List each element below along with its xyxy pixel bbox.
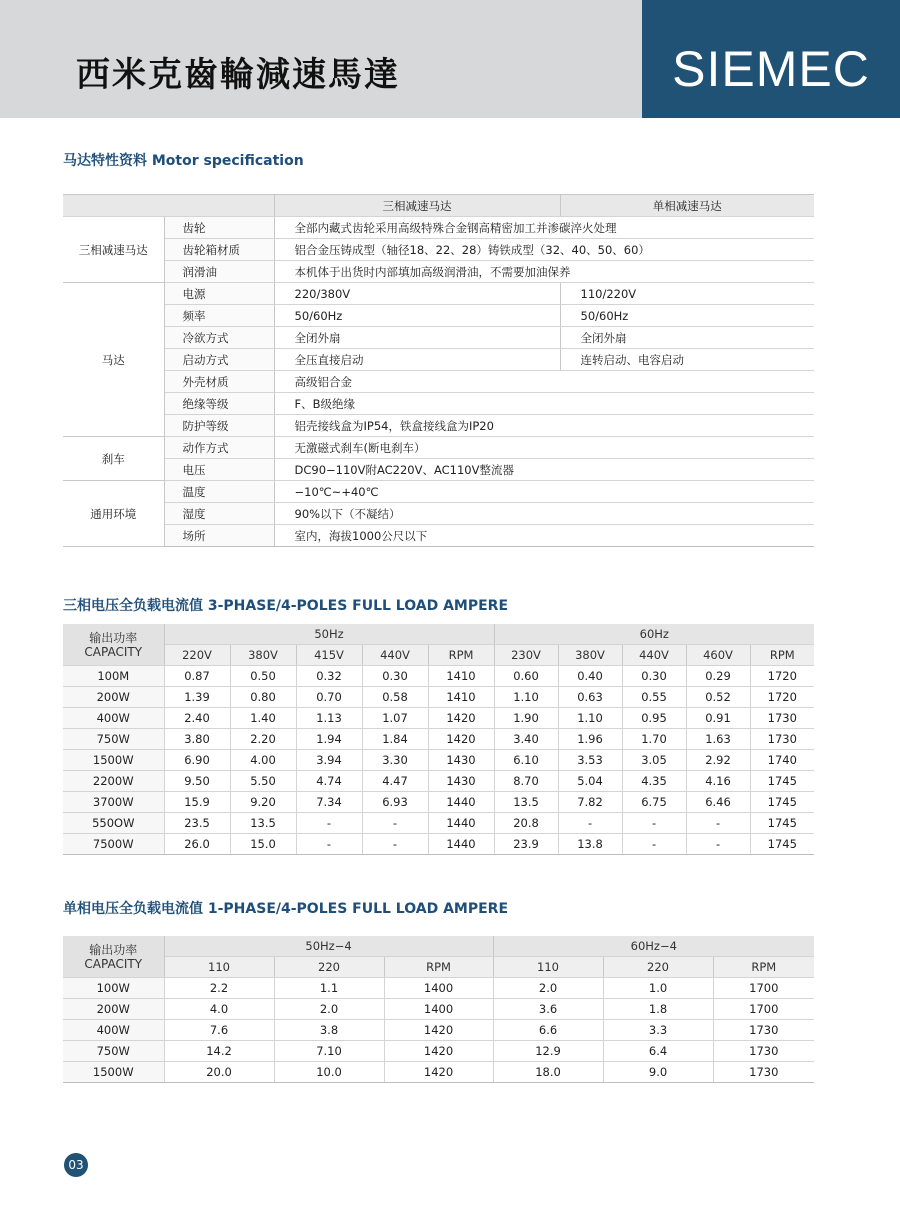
value-cell: 6.90 <box>164 750 230 771</box>
spec-table <box>63 194 814 547</box>
value-cell: - <box>686 813 750 834</box>
value-cell: 7.34 <box>296 792 362 813</box>
three-phase-body <box>63 666 814 855</box>
value-cell: 1720 <box>750 666 814 687</box>
spec-item: 电压 <box>164 459 274 481</box>
value-cell: 7.6 <box>164 1020 274 1041</box>
value-cell: 3.94 <box>296 750 362 771</box>
page-title: 西米克齒輪減速馬達 <box>76 55 400 95</box>
value-cell: 2.92 <box>686 750 750 771</box>
value-cell: 1400 <box>384 999 493 1020</box>
spec-row <box>63 371 814 393</box>
column-header: 460V <box>686 645 750 666</box>
value-cell: 1745 <box>750 792 814 813</box>
value-cell: - <box>558 813 622 834</box>
table-row <box>63 813 814 834</box>
value-cell: 2.2 <box>164 978 274 999</box>
value-cell: 1720 <box>750 687 814 708</box>
table-row <box>63 708 814 729</box>
spec-value-single-phase: 全闭外扇 <box>560 327 814 349</box>
value-cell: - <box>362 834 428 855</box>
value-cell: 0.32 <box>296 666 362 687</box>
spec-category: 三相减速马达 <box>63 217 164 283</box>
value-cell: 1745 <box>750 771 814 792</box>
three-phase-subheader-row <box>63 645 814 666</box>
spec-category: 刹车 <box>63 437 164 481</box>
capacity-header-cn: 输出功率 <box>89 630 138 645</box>
value-cell: 9.20 <box>230 792 296 813</box>
value-cell: 1430 <box>428 750 494 771</box>
column-header: 220 <box>274 957 384 978</box>
value-cell: 1700 <box>713 999 814 1020</box>
spec-value: 全部内藏式齿轮采用高级特殊合金钢高精密加工并渗碳淬火处理 <box>274 217 814 239</box>
value-cell: 0.52 <box>686 687 750 708</box>
value-cell: 3.8 <box>274 1020 384 1041</box>
group-header-60hz: 60Hz−4 <box>493 936 814 957</box>
single-phase-group-row <box>63 936 814 957</box>
value-cell: 5.04 <box>558 771 622 792</box>
spec-row <box>63 327 814 349</box>
value-cell: 1400 <box>384 978 493 999</box>
value-cell: 3.3 <box>603 1020 713 1041</box>
value-cell: - <box>296 813 362 834</box>
value-cell: 1.96 <box>558 729 622 750</box>
table-row <box>63 834 814 855</box>
table-row <box>63 1041 814 1062</box>
value-cell: 1745 <box>750 834 814 855</box>
value-cell: 0.30 <box>362 666 428 687</box>
value-cell: 1.10 <box>494 687 558 708</box>
column-header: 440V <box>622 645 686 666</box>
capacity-header-en: CAPACITY <box>84 956 143 971</box>
value-cell: 0.29 <box>686 666 750 687</box>
value-cell: 1420 <box>384 1062 493 1083</box>
group-header-60hz: 60Hz <box>494 624 814 645</box>
value-cell: 0.60 <box>494 666 558 687</box>
value-cell: 6.4 <box>603 1041 713 1062</box>
single-phase-body <box>63 978 814 1083</box>
value-cell: 2.40 <box>164 708 230 729</box>
value-cell: 1.10 <box>558 708 622 729</box>
spec-row <box>63 525 814 547</box>
capacity-cell: 200W <box>63 687 164 708</box>
spec-row <box>63 437 814 459</box>
value-cell: 7.10 <box>274 1041 384 1062</box>
spec-item: 湿度 <box>164 503 274 525</box>
table-row <box>63 792 814 813</box>
spec-value-three-phase: 全压直接启动 <box>274 349 560 371</box>
value-cell: 3.40 <box>494 729 558 750</box>
value-cell: 1420 <box>384 1041 493 1062</box>
capacity-cell: 1500W <box>63 1062 164 1083</box>
value-cell: 4.47 <box>362 771 428 792</box>
value-cell: 6.10 <box>494 750 558 771</box>
spec-category: 通用环境 <box>63 481 164 547</box>
spec-value-three-phase: 220/380V <box>274 283 560 305</box>
spec-value: 室内，海拔1000公尺以下 <box>274 525 814 547</box>
table-row <box>63 999 814 1020</box>
spec-item: 外壳材质 <box>164 371 274 393</box>
value-cell: 0.55 <box>622 687 686 708</box>
value-cell: 20.8 <box>494 813 558 834</box>
value-cell: 1420 <box>384 1020 493 1041</box>
value-cell: 1.40 <box>230 708 296 729</box>
value-cell: 26.0 <box>164 834 230 855</box>
value-cell: 2.0 <box>493 978 603 999</box>
spec-item: 润滑油 <box>164 261 274 283</box>
value-cell: 1730 <box>750 708 814 729</box>
value-cell: 15.0 <box>230 834 296 855</box>
spec-row <box>63 481 814 503</box>
value-cell: 3.6 <box>493 999 603 1020</box>
value-cell: 4.00 <box>230 750 296 771</box>
value-cell: - <box>362 813 428 834</box>
value-cell: 3.80 <box>164 729 230 750</box>
capacity-cell: 100M <box>63 666 164 687</box>
spec-category: 马达 <box>63 283 164 437</box>
value-cell: 1410 <box>428 666 494 687</box>
spec-item: 冷欲方式 <box>164 327 274 349</box>
value-cell: 8.70 <box>494 771 558 792</box>
value-cell: 1.1 <box>274 978 384 999</box>
value-cell: - <box>296 834 362 855</box>
value-cell: 1440 <box>428 813 494 834</box>
value-cell: 9.0 <box>603 1062 713 1083</box>
value-cell: 1.07 <box>362 708 428 729</box>
value-cell: 0.50 <box>230 666 296 687</box>
spec-item: 齿轮 <box>164 217 274 239</box>
table-row <box>63 666 814 687</box>
value-cell: 14.2 <box>164 1041 274 1062</box>
spec-value: 90%以下（不凝结） <box>274 503 814 525</box>
spec-value-three-phase: 全闭外扇 <box>274 327 560 349</box>
spec-value: 无激磁式刹车(断电刹车） <box>274 437 814 459</box>
capacity-cell: 400W <box>63 1020 164 1041</box>
spec-row <box>63 415 814 437</box>
value-cell: 0.40 <box>558 666 622 687</box>
three-phase-ampere-table <box>63 624 814 855</box>
spec-header-single-phase: 单相减速马达 <box>560 195 814 217</box>
table-row <box>63 750 814 771</box>
table-row <box>63 1062 814 1083</box>
capacity-cell: 750W <box>63 1041 164 1062</box>
value-cell: 23.5 <box>164 813 230 834</box>
three-phase-group-row <box>63 624 814 645</box>
value-cell: 6.93 <box>362 792 428 813</box>
value-cell: 1430 <box>428 771 494 792</box>
spec-value: 高级铝合金 <box>274 371 814 393</box>
value-cell: 0.95 <box>622 708 686 729</box>
spec-row <box>63 217 814 239</box>
value-cell: 0.30 <box>622 666 686 687</box>
capacity-cell: 550OW <box>63 813 164 834</box>
value-cell: 1420 <box>428 729 494 750</box>
value-cell: 5.50 <box>230 771 296 792</box>
value-cell: 15.9 <box>164 792 230 813</box>
spec-row <box>63 239 814 261</box>
value-cell: 23.9 <box>494 834 558 855</box>
value-cell: 1440 <box>428 834 494 855</box>
value-cell: 0.70 <box>296 687 362 708</box>
value-cell: 6.75 <box>622 792 686 813</box>
value-cell: 3.53 <box>558 750 622 771</box>
spec-value: −10℃~+40℃ <box>274 481 814 503</box>
value-cell: 4.74 <box>296 771 362 792</box>
brand-logo-box <box>642 0 900 118</box>
spec-row <box>63 349 814 371</box>
value-cell: 4.35 <box>622 771 686 792</box>
value-cell: 4.16 <box>686 771 750 792</box>
group-header-50hz: 50Hz <box>164 624 494 645</box>
value-cell: 1745 <box>750 813 814 834</box>
value-cell: 4.0 <box>164 999 274 1020</box>
value-cell: 1.84 <box>362 729 428 750</box>
column-header: 110 <box>493 957 603 978</box>
column-header: 380V <box>230 645 296 666</box>
spec-item: 电源 <box>164 283 274 305</box>
value-cell: 0.63 <box>558 687 622 708</box>
value-cell: 1.63 <box>686 729 750 750</box>
value-cell: 1410 <box>428 687 494 708</box>
table-row <box>63 771 814 792</box>
spec-row <box>63 393 814 415</box>
spec-row <box>63 305 814 327</box>
spec-header-row <box>63 195 814 217</box>
spec-item: 场所 <box>164 525 274 547</box>
capacity-cell: 750W <box>63 729 164 750</box>
value-cell: 2.20 <box>230 729 296 750</box>
capacity-cell: 100W <box>63 978 164 999</box>
value-cell: 1730 <box>713 1041 814 1062</box>
value-cell: 1420 <box>428 708 494 729</box>
table-row <box>63 729 814 750</box>
value-cell: 1.70 <box>622 729 686 750</box>
column-header: RPM <box>428 645 494 666</box>
value-cell: 7.82 <box>558 792 622 813</box>
column-header: 220 <box>603 957 713 978</box>
table-row <box>63 687 814 708</box>
column-header: 440V <box>362 645 428 666</box>
value-cell: 1730 <box>713 1020 814 1041</box>
three-phase-section-title: 三相电压全负载电流值 3-PHASE/4-POLES FULL LOAD AMPERE <box>63 598 509 614</box>
table-row <box>63 1020 814 1041</box>
capacity-cell: 7500W <box>63 834 164 855</box>
capacity-header-cn: 输出功率 <box>89 942 138 957</box>
page-number: 03 <box>64 1153 88 1177</box>
single-phase-subheader-row <box>63 957 814 978</box>
value-cell: 0.91 <box>686 708 750 729</box>
spec-row <box>63 261 814 283</box>
value-cell: - <box>686 834 750 855</box>
value-cell: 1740 <box>750 750 814 771</box>
column-header: 220V <box>164 645 230 666</box>
capacity-cell: 200W <box>63 999 164 1020</box>
spec-item: 防护等级 <box>164 415 274 437</box>
value-cell: 1.39 <box>164 687 230 708</box>
value-cell: 6.6 <box>493 1020 603 1041</box>
value-cell: 13.5 <box>230 813 296 834</box>
capacity-header <box>63 936 164 978</box>
value-cell: 1700 <box>713 978 814 999</box>
spec-value: 本机体于出货时内部填加高级润滑油，不需要加油保养 <box>274 261 814 283</box>
single-phase-section-title: 单相电压全负载电流值 1-PHASE/4-POLES FULL LOAD AMPERE <box>63 901 509 917</box>
column-header: 110 <box>164 957 274 978</box>
value-cell: 1.0 <box>603 978 713 999</box>
column-header: 230V <box>494 645 558 666</box>
value-cell: 1730 <box>750 729 814 750</box>
capacity-cell: 3700W <box>63 792 164 813</box>
capacity-cell: 400W <box>63 708 164 729</box>
spec-row <box>63 503 814 525</box>
spec-value: 铝合金压铸成型（轴径18、22、28）铸铁成型（32、40、50、60） <box>274 239 814 261</box>
spec-value: F、B级绝缘 <box>274 393 814 415</box>
value-cell: 0.58 <box>362 687 428 708</box>
value-cell: 13.8 <box>558 834 622 855</box>
spec-value-three-phase: 50/60Hz <box>274 305 560 327</box>
value-cell: 13.5 <box>494 792 558 813</box>
capacity-cell: 1500W <box>63 750 164 771</box>
value-cell: 9.50 <box>164 771 230 792</box>
column-header: 380V <box>558 645 622 666</box>
spec-item: 频率 <box>164 305 274 327</box>
capacity-header-en: CAPACITY <box>84 644 143 659</box>
spec-item: 齿轮箱材质 <box>164 239 274 261</box>
value-cell: - <box>622 813 686 834</box>
column-header: RPM <box>713 957 814 978</box>
spec-row <box>63 283 814 305</box>
value-cell: 1.94 <box>296 729 362 750</box>
spec-value-single-phase: 110/220V <box>560 283 814 305</box>
spec-item: 温度 <box>164 481 274 503</box>
single-phase-ampere-table <box>63 936 814 1083</box>
value-cell: 1.13 <box>296 708 362 729</box>
table-row <box>63 978 814 999</box>
value-cell: 18.0 <box>493 1062 603 1083</box>
value-cell: 20.0 <box>164 1062 274 1083</box>
value-cell: 3.05 <box>622 750 686 771</box>
spec-item: 动作方式 <box>164 437 274 459</box>
value-cell: 6.46 <box>686 792 750 813</box>
spec-header-blank <box>63 195 274 217</box>
spec-value-single-phase: 50/60Hz <box>560 305 814 327</box>
spec-item: 启动方式 <box>164 349 274 371</box>
spec-section-title: 马达特性资料 Motor specification <box>63 153 304 169</box>
spec-header-three-phase: 三相减速马达 <box>274 195 560 217</box>
value-cell: 3.30 <box>362 750 428 771</box>
spec-value: DC90−110V附AC220V、AC110V整流器 <box>274 459 814 481</box>
spec-value-single-phase: 连转启动、电容启动 <box>560 349 814 371</box>
value-cell: 0.87 <box>164 666 230 687</box>
value-cell: 1440 <box>428 792 494 813</box>
value-cell: 12.9 <box>493 1041 603 1062</box>
value-cell: 2.0 <box>274 999 384 1020</box>
capacity-cell: 2200W <box>63 771 164 792</box>
value-cell: 1.90 <box>494 708 558 729</box>
value-cell: - <box>622 834 686 855</box>
column-header: 415V <box>296 645 362 666</box>
spec-item: 绝缘等级 <box>164 393 274 415</box>
column-header: RPM <box>384 957 493 978</box>
value-cell: 1730 <box>713 1062 814 1083</box>
spec-value: 铝壳接线盒为IP54，铁盒接线盒为IP20 <box>274 415 814 437</box>
value-cell: 10.0 <box>274 1062 384 1083</box>
group-header-50hz: 50Hz−4 <box>164 936 493 957</box>
value-cell: 1.8 <box>603 999 713 1020</box>
spec-row <box>63 459 814 481</box>
column-header: RPM <box>750 645 814 666</box>
capacity-header <box>63 624 164 666</box>
value-cell: 0.80 <box>230 687 296 708</box>
brand-logo-text: SIEMEC <box>672 41 870 97</box>
